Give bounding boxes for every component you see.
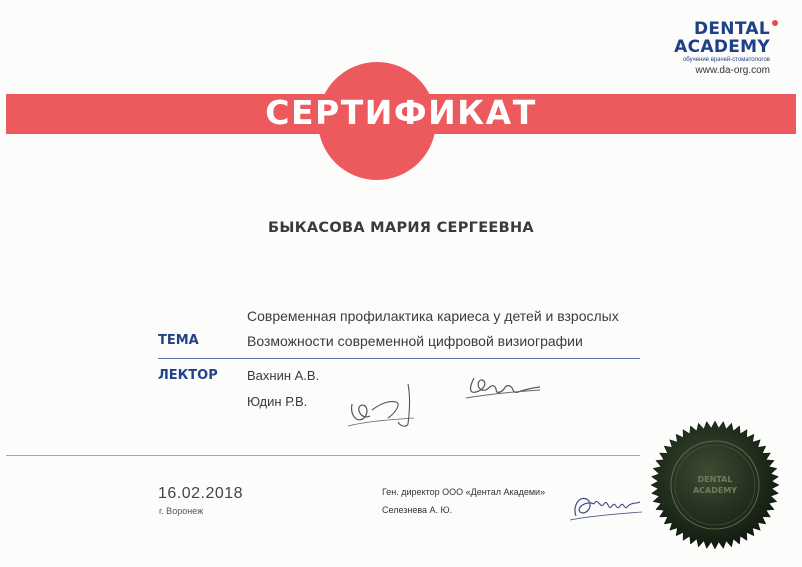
lecturer-2: Юдин Р.В. xyxy=(247,394,308,409)
seal-text-line1: DENTAL xyxy=(697,475,733,484)
issue-date: 16.02.2018 xyxy=(158,485,244,502)
logo-subtitle: обучение врачей-стоматологов xyxy=(682,57,770,63)
details-divider xyxy=(158,358,640,359)
lecturer-2-signature xyxy=(344,380,424,432)
lecturer-1-signature xyxy=(460,368,550,404)
dental-academy-logo xyxy=(674,20,770,76)
topic-label: ТЕМА xyxy=(158,333,199,348)
logo-url: www.da-org.com xyxy=(695,65,770,76)
logo-dot xyxy=(772,20,778,26)
academy-seal xyxy=(650,420,780,550)
director-signature xyxy=(566,486,646,526)
director-title: Ген. директор ООО «Дентал Академи» xyxy=(382,487,546,497)
topic-line-2: Возможности современной цифровой визиографии xyxy=(247,333,583,349)
logo-line2: ACADEMY xyxy=(674,37,770,57)
recipient-name: БЫКАСОВА МАРИЯ СЕРГЕЕВНА xyxy=(268,220,534,236)
issue-city: г. Воронеж xyxy=(159,506,204,516)
lecturer-label: ЛЕКТОР xyxy=(158,368,218,383)
director-name: Селезнева А. Ю. xyxy=(382,505,453,515)
logo-line1: DENTAL xyxy=(693,19,770,39)
certificate-title: СЕРТИФИКАТ xyxy=(265,93,537,132)
footer-divider xyxy=(6,455,640,456)
lecturer-1: Вахнин А.В. xyxy=(247,368,320,383)
seal-text-line2: ACADEMY xyxy=(692,486,738,495)
topic-line-1: Современная профилактика кариеса у детей и взрослых xyxy=(247,308,619,324)
